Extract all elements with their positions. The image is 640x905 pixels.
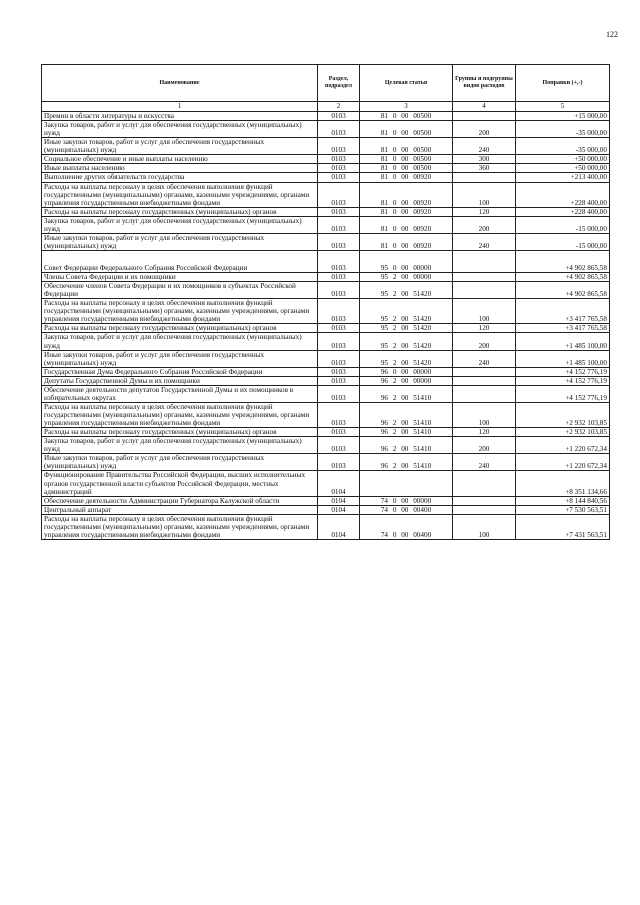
table-row	[42, 496, 610, 505]
cell-section: 0103	[318, 138, 360, 155]
table-row	[42, 173, 610, 182]
cell-section: 0103	[318, 182, 360, 207]
table-row	[42, 299, 610, 324]
cell-article	[360, 471, 453, 496]
cell-name: Расходы на выплаты персоналу государственных (муниципальных) органов	[42, 324, 318, 333]
cell-article: 81 0 00 00920	[360, 216, 453, 233]
table-row	[42, 514, 610, 539]
cell-article: 81 0 00 00500	[360, 121, 453, 138]
table-row	[42, 367, 610, 376]
cell-name: Депутаты Государственной Думы и их помощники	[42, 376, 318, 385]
cell-article: 95 2 00 00000	[360, 273, 453, 282]
column-number: 3	[360, 102, 453, 112]
table-row	[42, 505, 610, 514]
table-row	[42, 333, 610, 350]
cell-section: 0103	[318, 402, 360, 427]
cell-amount: +2 932 103,85	[516, 428, 610, 437]
cell-amount: +8 144 840,56	[516, 496, 610, 505]
cell-amount: +3 417 765,58	[516, 299, 610, 324]
cell-section: 0103	[318, 155, 360, 164]
cell-article: 74 0 00 00400	[360, 514, 453, 539]
cell-name: Иные закупки товаров, работ и услуг для обеспечения государственных (муниципальных) нужд	[42, 350, 318, 367]
table-row	[42, 273, 610, 282]
cell-section: 0103	[318, 173, 360, 182]
cell-group	[453, 367, 516, 376]
column-number: 5	[516, 102, 610, 112]
cell-group: 200	[453, 121, 516, 138]
cell-amount: +228 400,00	[516, 182, 610, 207]
table-row	[42, 216, 610, 233]
cell-name: Совет Федерации Федерального Собрания Российской Федерации	[42, 251, 318, 273]
table-row	[42, 121, 610, 138]
cell-amount: +2 932 103,85	[516, 402, 610, 427]
cell-article: 96 2 00 51410	[360, 402, 453, 427]
cell-amount: +1 485 100,00	[516, 350, 610, 367]
cell-article: 95 2 00 51420	[360, 299, 453, 324]
table-row	[42, 350, 610, 367]
cell-group: 240	[453, 454, 516, 471]
cell-amount: -35 000,00	[516, 138, 610, 155]
cell-amount: +1 220 672,34	[516, 437, 610, 454]
table-header-row	[42, 65, 610, 102]
cell-amount: -15 000,00	[516, 216, 610, 233]
cell-article: 81 0 00 00920	[360, 207, 453, 216]
table-row	[42, 164, 610, 173]
table-row	[42, 376, 610, 385]
cell-article: 81 0 00 00500	[360, 155, 453, 164]
cell-section: 0103	[318, 164, 360, 173]
cell-group: 120	[453, 207, 516, 216]
cell-group	[453, 471, 516, 496]
header-groups: Группы и подгруппы видов расходов	[453, 65, 516, 102]
cell-name: Иные закупки товаров, работ и услуг для обеспечения государственных (муниципальных) нужд	[42, 454, 318, 471]
cell-section: 0103	[318, 385, 360, 402]
cell-section: 0103	[318, 112, 360, 121]
cell-section: 0103	[318, 367, 360, 376]
cell-article: 81 0 00 00920	[360, 233, 453, 250]
table-row	[42, 454, 610, 471]
cell-name: Расходы на выплаты персоналу государственных (муниципальных) органов	[42, 428, 318, 437]
cell-section: 0103	[318, 282, 360, 299]
cell-amount: +50 000,00	[516, 155, 610, 164]
cell-section: 0104	[318, 471, 360, 496]
cell-section: 0103	[318, 376, 360, 385]
cell-group: 200	[453, 437, 516, 454]
cell-group: 360	[453, 164, 516, 173]
cell-group: 200	[453, 216, 516, 233]
cell-section: 0103	[318, 324, 360, 333]
cell-amount: +50 000,00	[516, 164, 610, 173]
cell-article: 95 2 00 51420	[360, 333, 453, 350]
cell-article: 74 0 00 00000	[360, 496, 453, 505]
cell-article: 74 0 00 00400	[360, 505, 453, 514]
cell-name: Обеспечение деятельности депутатов Государственной Думы и их помощников в избирательных округах	[42, 385, 318, 402]
cell-section: 0103	[318, 233, 360, 250]
cell-section: 0103	[318, 273, 360, 282]
cell-group: 100	[453, 182, 516, 207]
cell-section: 0103	[318, 251, 360, 273]
cell-amount: +4 152 776,19	[516, 376, 610, 385]
cell-section: 0104	[318, 505, 360, 514]
cell-amount: -35 000,00	[516, 121, 610, 138]
table-row	[42, 471, 610, 496]
table-row	[42, 112, 610, 121]
cell-group	[453, 273, 516, 282]
column-number: 2	[318, 102, 360, 112]
table-row	[42, 182, 610, 207]
budget-amendments-table	[41, 64, 610, 540]
table-row	[42, 437, 610, 454]
cell-amount: +1 485 100,00	[516, 333, 610, 350]
cell-article: 81 0 00 00920	[360, 182, 453, 207]
cell-amount: +15 000,00	[516, 112, 610, 121]
table-row	[42, 402, 610, 427]
cell-name: Иные выплаты населению	[42, 164, 318, 173]
cell-name: Обеспечение деятельности Администрации Губернатора Калужской области	[42, 496, 318, 505]
table-row	[42, 385, 610, 402]
cell-name: Расходы на выплаты персоналу в целях обеспечения выполнения функций государственными (муниципальными) органами, казенными учреждениями, органами управления государственными внебюджетными фондами	[42, 299, 318, 324]
cell-section: 0103	[318, 437, 360, 454]
cell-group	[453, 282, 516, 299]
cell-amount: +213 400,00	[516, 173, 610, 182]
table-row	[42, 428, 610, 437]
cell-article: 96 2 00 51410	[360, 428, 453, 437]
page-number: 122	[606, 30, 618, 39]
cell-group: 300	[453, 155, 516, 164]
cell-section: 0103	[318, 299, 360, 324]
cell-article: 96 2 00 00000	[360, 376, 453, 385]
cell-group	[453, 376, 516, 385]
cell-group	[453, 173, 516, 182]
cell-amount: +4 902 865,58	[516, 251, 610, 273]
cell-amount: +3 417 765,58	[516, 324, 610, 333]
cell-name: Социальное обеспечение и иные выплаты населению	[42, 155, 318, 164]
header-amendments: Поправки (+,-)	[516, 65, 610, 102]
table-row	[42, 324, 610, 333]
cell-amount: +228 400,00	[516, 207, 610, 216]
cell-amount: +1 220 672,34	[516, 454, 610, 471]
cell-name: Центральный аппарат	[42, 505, 318, 514]
cell-section: 0103	[318, 454, 360, 471]
cell-article: 81 0 00 00500	[360, 138, 453, 155]
cell-name: Закупка товаров, работ и услуг для обеспечения государственных (муниципальных) нужд	[42, 437, 318, 454]
cell-name: Иные закупки товаров, работ и услуг для обеспечения государственных (муниципальных) нужд	[42, 138, 318, 155]
cell-article: 95 2 00 51420	[360, 282, 453, 299]
cell-section: 0103	[318, 333, 360, 350]
cell-name: Функционирование Правительства Российской Федерации, высших исполнительных органов государственной власти субъектов Российской Федерации, местных администраций	[42, 471, 318, 496]
cell-section: 0104	[318, 496, 360, 505]
cell-amount: +4 152 776,19	[516, 367, 610, 376]
cell-group	[453, 251, 516, 273]
cell-article: 95 0 00 00000	[360, 251, 453, 273]
cell-name: Обеспечение членов Совета Федерации и их помощников в субъектах Российской Федерации	[42, 282, 318, 299]
cell-group	[453, 112, 516, 121]
cell-article: 81 0 00 00920	[360, 173, 453, 182]
cell-amount: +4 902 865,58	[516, 282, 610, 299]
cell-name: Члены Совета Федерации и их помощники	[42, 273, 318, 282]
column-number-row	[42, 102, 610, 112]
table-row	[42, 207, 610, 216]
cell-name: Закупка товаров, работ и услуг для обеспечения государственных (муниципальных) нужд	[42, 121, 318, 138]
cell-group: 100	[453, 514, 516, 539]
cell-name: Закупка товаров, работ и услуг для обеспечения государственных (муниципальных) нужд	[42, 333, 318, 350]
cell-article: 81 0 00 00500	[360, 112, 453, 121]
header-section: Раздел, подраздел	[318, 65, 360, 102]
cell-name: Выполнение других обязательств государства	[42, 173, 318, 182]
cell-section: 0103	[318, 216, 360, 233]
cell-name: Расходы на выплаты персоналу государственных (муниципальных) органов	[42, 207, 318, 216]
cell-group	[453, 496, 516, 505]
cell-article: 96 2 00 51410	[360, 454, 453, 471]
column-number: 1	[42, 102, 318, 112]
header-name: Наименование	[42, 65, 318, 102]
cell-group: 120	[453, 428, 516, 437]
cell-name: Премии в области литературы и искусства	[42, 112, 318, 121]
cell-amount: +7 530 563,51	[516, 505, 610, 514]
cell-name: Закупка товаров, работ и услуг для обеспечения государственных (муниципальных) нужд	[42, 216, 318, 233]
cell-section: 0103	[318, 350, 360, 367]
cell-article: 96 0 00 00000	[360, 367, 453, 376]
table-row	[42, 282, 610, 299]
column-number: 4	[453, 102, 516, 112]
table-row	[42, 155, 610, 164]
cell-amount: -15 000,00	[516, 233, 610, 250]
cell-group: 240	[453, 233, 516, 250]
table-row	[42, 251, 610, 273]
cell-group: 100	[453, 299, 516, 324]
cell-section: 0103	[318, 428, 360, 437]
cell-group: 240	[453, 138, 516, 155]
cell-section: 0103	[318, 207, 360, 216]
cell-section: 0104	[318, 514, 360, 539]
cell-section: 0103	[318, 121, 360, 138]
cell-article: 96 2 00 51410	[360, 385, 453, 402]
cell-group	[453, 385, 516, 402]
cell-article: 96 2 00 51410	[360, 437, 453, 454]
cell-name: Государственная Дума Федерального Собрания Российской Федерации	[42, 367, 318, 376]
cell-group: 100	[453, 402, 516, 427]
cell-group: 200	[453, 333, 516, 350]
cell-article: 81 0 00 00500	[360, 164, 453, 173]
cell-name: Расходы на выплаты персоналу в целях обеспечения выполнения функций государственными (муниципальными) органами, казенными учреждениями, органами управления государственными внебюджетными фондами	[42, 182, 318, 207]
cell-group	[453, 505, 516, 514]
cell-article: 95 2 00 51420	[360, 324, 453, 333]
cell-group: 240	[453, 350, 516, 367]
table-row	[42, 233, 610, 250]
cell-group: 120	[453, 324, 516, 333]
table-row	[42, 138, 610, 155]
cell-amount: +4 902 865,58	[516, 273, 610, 282]
cell-amount: +8 351 134,66	[516, 471, 610, 496]
cell-name: Расходы на выплаты персоналу в целях обеспечения выполнения функций государственными (муниципальными) органами, казенными учреждениями, органами управления государственными внебюджетными фондами	[42, 402, 318, 427]
cell-article: 95 2 00 51420	[360, 350, 453, 367]
header-article: Целевая статья	[360, 65, 453, 102]
cell-amount: +7 431 563,51	[516, 514, 610, 539]
cell-name: Иные закупки товаров, работ и услуг для обеспечения государственных (муниципальных) нужд	[42, 233, 318, 250]
cell-name: Расходы на выплаты персоналу в целях обеспечения выполнения функций государственными (муниципальными) органами, казенными учреждениями, органами управления государственными внебюджетными фондами	[42, 514, 318, 539]
cell-amount: +4 152 776,19	[516, 385, 610, 402]
